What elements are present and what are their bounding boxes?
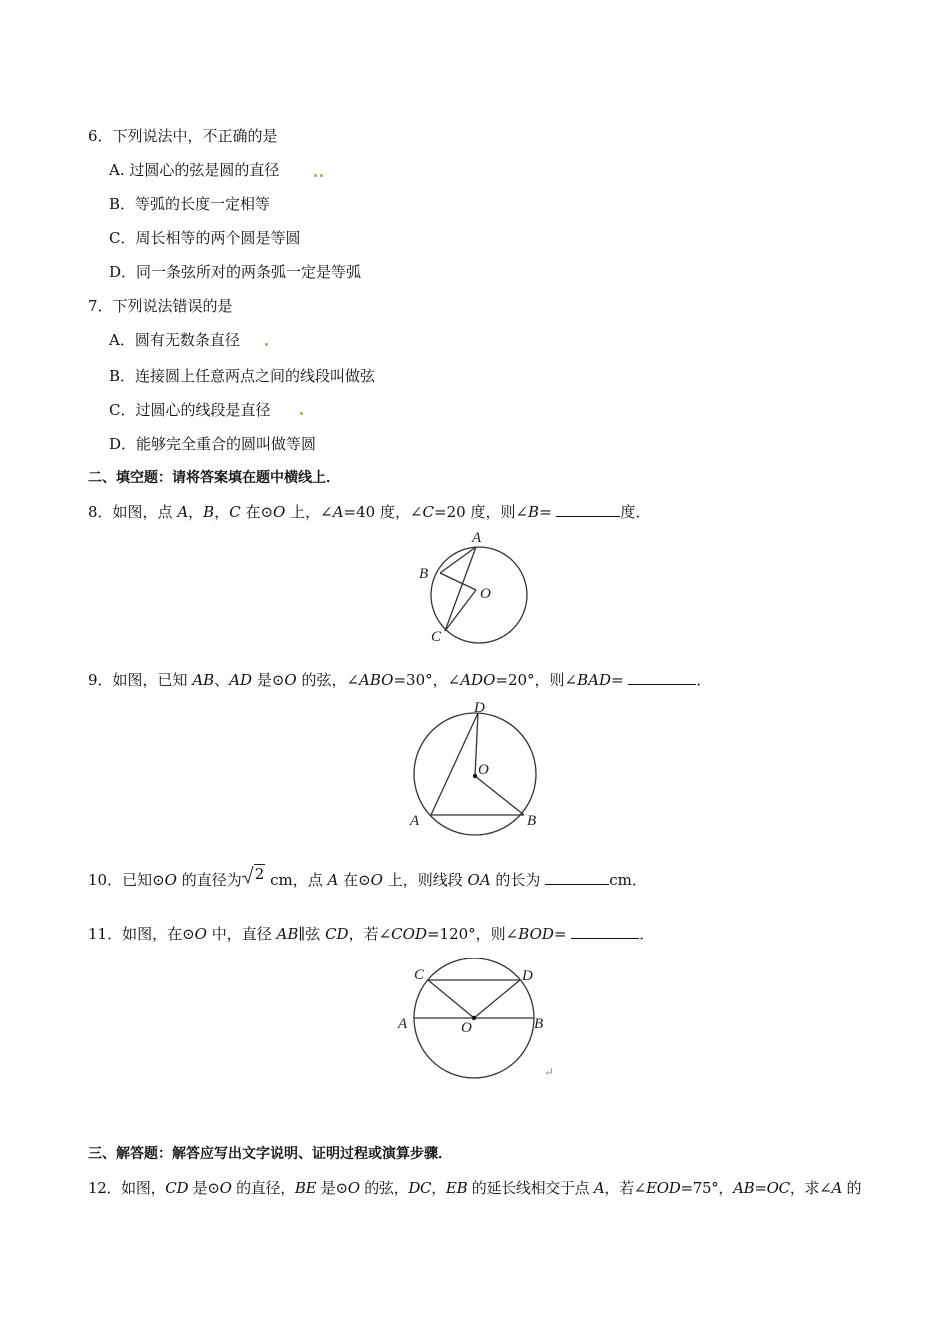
q10-answer-blank <box>545 870 609 885</box>
q9-label-a: A <box>410 813 420 829</box>
q8-text: 8．如图，点 A，B，C 在⊙O 上，∠A=40 度，∠C=20 度，则∠B= 度． <box>88 503 651 521</box>
q6-stem: 6．下列说法中，不正确的是 <box>88 127 278 145</box>
q11-label-a: A <box>398 1016 408 1032</box>
q12-text: 12．如图，CD 是⊙O 的直径，BE 是⊙O 的弦，DC，EB 的延长线相交于点 A，若∠EOD=75°，AB=OC，求∠A 的 <box>88 1179 862 1197</box>
q8-label-c: C <box>431 629 442 645</box>
q8-figure <box>412 528 542 648</box>
q9-label-d: D <box>474 700 485 716</box>
q7-option-b: B．连接圆上任意两点之间的线段叫做弦 <box>109 367 376 385</box>
sqrt-expression <box>242 865 266 890</box>
q6-option-b: B．等弧的长度一定相等 <box>109 195 271 213</box>
sqrt-radicand: 2 <box>254 865 265 883</box>
q11-figure <box>392 958 562 1082</box>
q9-answer-blank <box>628 670 696 685</box>
q7-option-c: C．过圆心的线段是直径 <box>109 401 271 419</box>
q7-option-d: D．能够完全重合的圆叫做等圆 <box>109 435 317 453</box>
q7-option-a: A．圆有无数条直径 <box>109 331 240 349</box>
q6-option-d: D．同一条弦所对的两条弧一定是等弧 <box>109 263 362 281</box>
q11-label-d: D <box>522 968 533 984</box>
q10-text: 10．已知⊙O 的直径为 2 cm，点 A 在⊙O 上，则线段 OA 的长为 cm． <box>88 865 647 889</box>
q8-answer-blank <box>556 502 620 517</box>
q8-label-b: B <box>419 566 429 582</box>
q9-label-b: B <box>527 813 537 829</box>
q11-label-b: B <box>534 1016 544 1032</box>
q6-option-a: A. 过圆心的弦是圆的直径 <box>109 161 280 179</box>
q9-text: 9．如图，已知 AB、AD 是⊙O 的弦，∠ABO=30°，∠ADO=20°，则∠BAD= ． <box>88 671 712 689</box>
q9-label-o: O <box>478 762 489 778</box>
section-3-heading: 三、解答题：解答应写出文字说明、证明过程或演算步骤． <box>88 1146 452 1162</box>
return-mark-icon: ↵ <box>544 1065 555 1079</box>
q11-answer-blank <box>571 924 639 939</box>
q8-label-o: O <box>480 586 491 602</box>
q7-stem: 7．下列说法错误的是 <box>88 297 233 315</box>
q11-label-o: O <box>461 1020 472 1036</box>
q8-label-a: A <box>472 530 482 546</box>
q11-label-c: C <box>414 967 425 983</box>
section-2-heading: 二、填空题：请将答案填在题中横线上． <box>88 470 340 486</box>
q9-figure <box>405 698 545 842</box>
q11-text: 11．如图，在⊙O 中，直径 AB∥弦 CD，若∠COD=120°，则∠BOD= ． <box>88 925 655 943</box>
q6-option-c: C．周长相等的两个圆是等圆 <box>109 229 301 247</box>
